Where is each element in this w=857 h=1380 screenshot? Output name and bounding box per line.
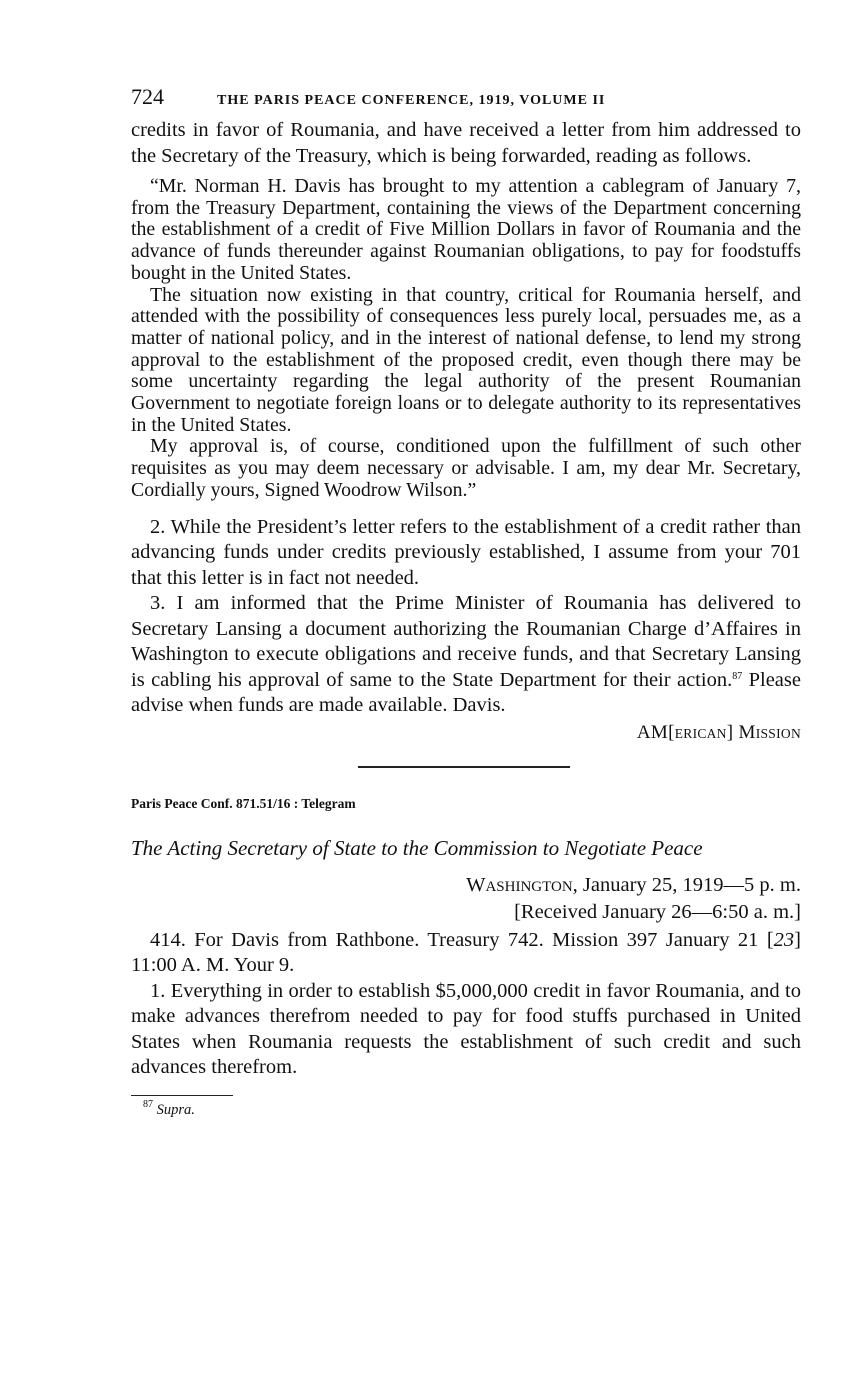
dateline: WASHINGTON, January 25, 1919—5 p. m. <box>466 873 801 896</box>
footnote-marker: 87 <box>143 1098 153 1110</box>
paragraph-3-text-b: Please advise when funds are made available. Davis. <box>131 668 801 717</box>
signature: AM[ERICAN] MISSION <box>636 721 801 743</box>
page-number: 724 <box>131 84 164 109</box>
page-header <box>131 84 801 114</box>
footnote-reference: 87 <box>732 670 743 682</box>
document-title: The Acting Secretary of State to the Commission to Negotiate Peace <box>131 835 703 860</box>
bracketed-correction: 23 <box>773 928 795 951</box>
received-line: [Received January 26—6:50 a. m.] <box>514 901 801 924</box>
paragraph-2: 2. While the President’s letter refers to the establishment of a credit rather than advancing funds under credits previously established, I assume from your 701 that this letter is in fact not needed. <box>131 515 801 589</box>
document-page <box>131 84 801 1119</box>
section-divider <box>358 766 570 768</box>
running-head: THE PARIS PEACE CONFERENCE, 1919, VOLUME II <box>217 93 606 108</box>
paragraph-414: 414. For Davis from Rathbone. Treasury 742. Mission 397 January 21 [23] 11:00 A. M. Your 9. <box>131 928 801 977</box>
letter-intro: credits in favor of Roumania, and have received a letter from him addressed to the Secretary of the Treasury, which is being forwarded, reading as follows. <box>131 119 801 167</box>
paragraph-3 <box>131 591 801 719</box>
paragraph-3-text-a: 3. I am informed that the Prime Minister of Roumania has delivered to Secretary Lansing a document authorizing the Roumanian Charge d’Affaires in Washington to execute obligations and receive funds, and that Secretary Lansing is cabling his approval of same to the State Department for their action. <box>131 592 801 691</box>
footnote-text: Supra. <box>156 1101 195 1118</box>
quote-paragraph-2: The situation now existing in that country, critical for Roumania herself, and attended with the possibility of consequences less purely local, persuades me, as a matter of national policy, and in the interest of national defense, to lend my strong approval to the establishment of the proposed credit, even though there may be some uncertainty regarding the legal authority of the present Roumanian Government to negotiate foreign loans or to delegate authority to its representatives in the United States. <box>131 283 801 436</box>
telegram-paragraph-1: 1. Everything in order to establish $5,000,000 credit in favor Roumania, and to make advances therefrom needed to pay for food stuffs purchased in United States when Roumania requests the establishment of such credit and such advances therefrom. <box>131 979 801 1079</box>
file-reference: Paris Peace Conf. 871.51/16 : Telegram <box>131 795 356 811</box>
quote-paragraph-1: “Mr. Norman H. Davis has brought to my attention a cablegram of January 7, from the Treasury Department, containing the views of the Department concerning the establishment of a credit of Five Million Dollars in favor of Roumania and the advance of funds thereunder against Roumanian obligations, to pay for foodstuffs bought in the United States. <box>131 175 801 284</box>
footnote-divider <box>131 1095 233 1096</box>
quote-paragraph-3: My approval is, of course, conditioned upon the fulfillment of such other requisites as you may deem necessary or advisable. I am, my dear Mr. Secretary, Cordially yours, Signed Woodrow Wilson.” <box>131 435 801 501</box>
footnote <box>131 1098 801 1119</box>
